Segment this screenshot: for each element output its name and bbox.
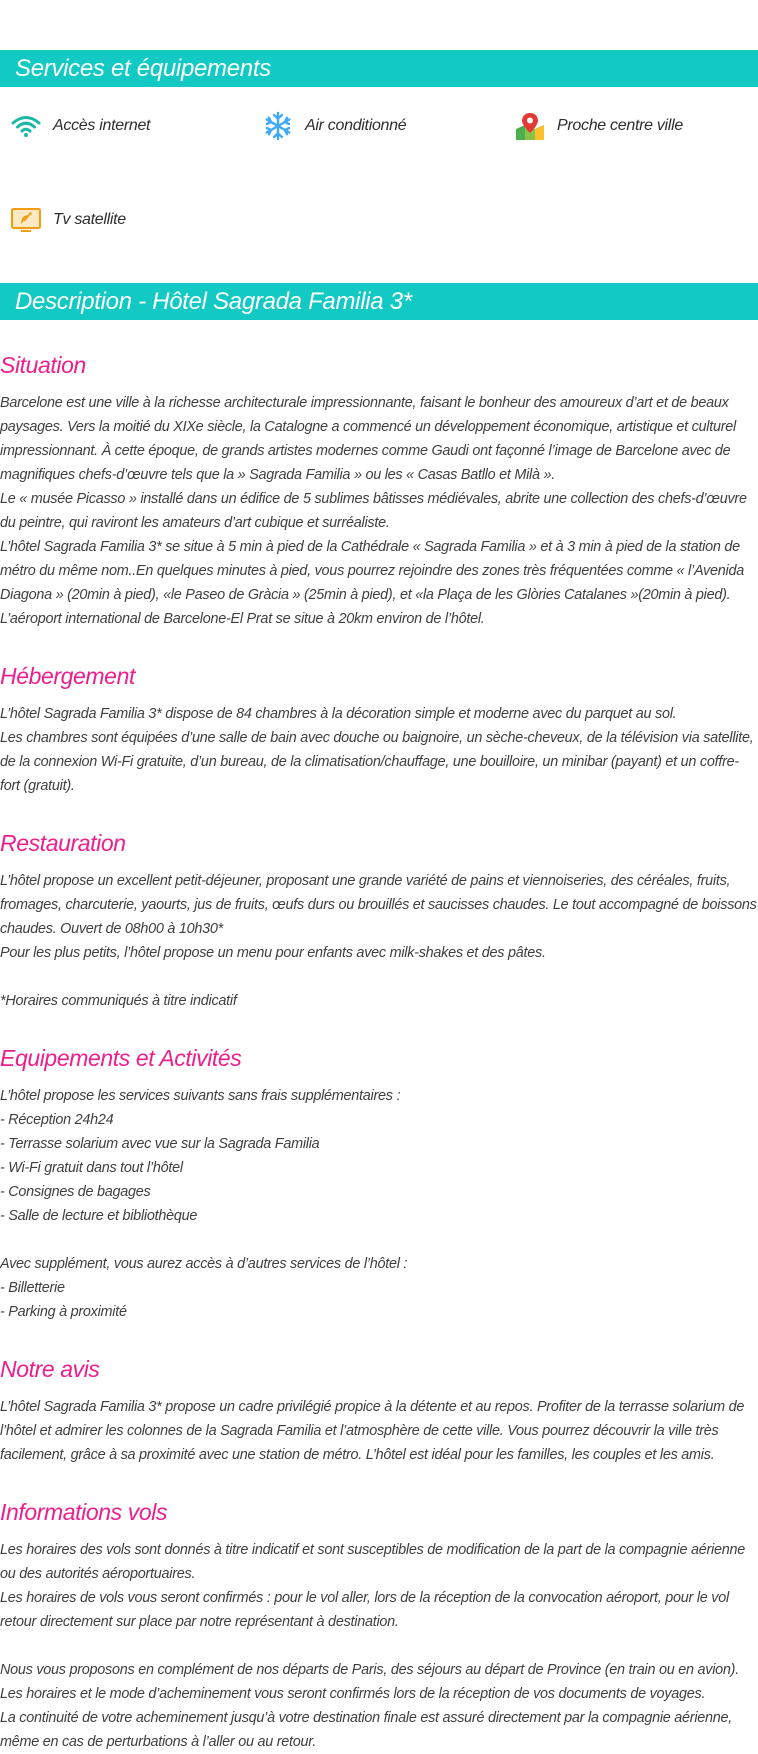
section-title: Equipements et Activités bbox=[0, 1045, 242, 1071]
spacer bbox=[0, 965, 758, 989]
section-title: Situation bbox=[0, 352, 86, 378]
list-item: - Réception 24h24 bbox=[0, 1112, 114, 1128]
service-label: Air conditionné bbox=[305, 117, 407, 134]
paragraph: Barcelone est une ville à la richesse architecturale impressionnante, faisant le bonheur des amoureux d’art et de beaux paysages. Vers la moitié du XIXe siècle, la Catalogne a commencé un développement économique, artistique et culturel impressionnant. À cette époque, de grands artistes modernes comme Gaudi ont façonné l’image de Barcelone avec de magnifiques chefs-d’œuvre tels que la » Sagrada Familia » ou les « Casas Batllo et Milà ». bbox=[0, 395, 737, 483]
snowflake-icon bbox=[262, 110, 294, 142]
section-hebergement bbox=[0, 662, 758, 798]
list-item: - Consignes de bagages bbox=[0, 1184, 151, 1200]
paragraph: Nous vous proposons en complément de nos départs de Paris, des séjours au départ de Province (en train ou en avion). bbox=[0, 1662, 739, 1678]
services-header: Services et équipements bbox=[0, 50, 758, 87]
list-item: - Parking à proximité bbox=[0, 1304, 127, 1320]
list-item: - Billetterie bbox=[0, 1280, 65, 1296]
list-item: - Wi-Fi gratuit dans tout l’hôtel bbox=[0, 1160, 183, 1176]
paragraph: Les horaires de vols vous seront confirmés : pour le vol aller, lors de la réception de la convocation aéroport, pour le vol retour directement sur place par notre représentant à destination. bbox=[0, 1590, 729, 1630]
section-avis bbox=[0, 1355, 758, 1467]
service-label: Proche centre ville bbox=[557, 117, 683, 134]
service-tv-satellite bbox=[10, 201, 262, 239]
map-pin-icon bbox=[514, 110, 546, 142]
paragraph: La continuité de votre acheminement jusqu’à votre destination finale est assuré directement par la compagnie aérienne, même en cas de perturbations à l’aller ou au retour. bbox=[0, 1710, 733, 1750]
description-header: Description - Hôtel Sagrada Familia 3* bbox=[0, 283, 758, 320]
list-item: - Terrasse solarium avec vue sur la Sagrada Familia bbox=[0, 1136, 320, 1152]
section-title: Informations vols bbox=[0, 1499, 168, 1525]
section-equipements bbox=[0, 1044, 758, 1324]
paragraph: Pour les plus petits, l’hôtel propose un menu pour enfants avec milk-shakes et des pâtes. bbox=[0, 945, 546, 961]
spacer bbox=[0, 1228, 758, 1252]
paragraph: Les chambres sont équipées d’une salle de bain avec douche ou baignoire, un sèche-cheveux, de la télévision via satellite, de la connexion Wi-Fi gratuite, d’un bureau, de la climatisation/chauffage, une bouilloire, un minibar (payant) et un coffre-fort (gratuit). bbox=[0, 730, 754, 794]
paragraph: L’hôtel Sagrada Familia 3* dispose de 84 chambres à la décoration simple et moderne avec du parquet au sol. bbox=[0, 706, 677, 722]
section-title: Hébergement bbox=[0, 663, 135, 689]
footnote: *Horaires communiqués à titre indicatif bbox=[0, 993, 237, 1009]
paragraph: Les horaires des vols sont donnés à titre indicatif et sont susceptibles de modification de la part de la compagnie aérienne ou des autorités aéroportuaires. bbox=[0, 1542, 745, 1582]
list-item: - Salle de lecture et bibliothèque bbox=[0, 1208, 198, 1224]
paragraph: L’hôtel propose les services suivants sans frais supplémentaires : bbox=[0, 1088, 401, 1104]
service-city-center bbox=[514, 107, 758, 145]
paragraph: Le « musée Picasso » installé dans un édifice de 5 sublimes bâtisses médiévales, abrite une collection des chefs-d’œuvre du peintre, qui raviront les amateurs d’art cubique et surréaliste. bbox=[0, 491, 747, 531]
paragraph: L’aéroport international de Barcelone-El Prat se situe à 20km environ de l’hôtel. bbox=[0, 611, 485, 627]
section-situation bbox=[0, 351, 758, 631]
service-label: Accès internet bbox=[53, 117, 151, 134]
paragraph: Les horaires et le mode d’acheminement vous seront confirmés lors de la réception de vos documents de voyages. bbox=[0, 1686, 706, 1702]
section-vols bbox=[0, 1498, 758, 1754]
tv-satellite-icon bbox=[10, 204, 42, 236]
paragraph: L’hôtel Sagrada Familia 3* propose un cadre privilégié propice à la détente et au repos. Profiter de la terrasse solarium de l’hôtel et admirer les colonnes de la Sagrada Familia et l’atmosphère de cette ville. Vous pourrez découvrir la ville très facilement, grâce à sa proximité avec une station de métro. L’hôtel est idéal pour les familles, les couples et les amis. bbox=[0, 1399, 745, 1463]
section-title: Notre avis bbox=[0, 1356, 100, 1382]
section-restauration bbox=[0, 829, 758, 1013]
services-grid bbox=[0, 87, 758, 283]
paragraph: L’hôtel propose un excellent petit-déjeuner, proposant une grande variété de pains et viennoiseries, des céréales, fruits, fromages, charcuterie, yaourts, jus de fruits, œufs durs ou brouillés et saucisses chaudes. Le tout accompagné de boissons chaudes. Ouvert de 08h00 à 10h30* bbox=[0, 873, 757, 937]
wifi-icon bbox=[10, 110, 42, 142]
section-title: Restauration bbox=[0, 830, 126, 856]
spacer bbox=[0, 1634, 758, 1658]
service-label: Tv satellite bbox=[53, 210, 126, 228]
paragraph: L’hôtel Sagrada Familia 3* se situe à 5 min à pied de la Cathédrale « Sagrada Familia » et à 3 min à pied de la station de métro du même nom..En quelques minutes à pied, vous pourrez rejoindre des zones très fréquentées comme « l’Avenida Diagona » (20min à pied), «le Paseo de Gràcia » (25min à pied), et «la Plaça de les Glòries Catalanes »(20min à pied). bbox=[0, 539, 744, 603]
service-internet bbox=[10, 107, 262, 145]
service-air-conditioning bbox=[262, 107, 514, 145]
paragraph: Avec supplément, vous aurez accès à d’autres services de l’hôtel : bbox=[0, 1256, 408, 1272]
